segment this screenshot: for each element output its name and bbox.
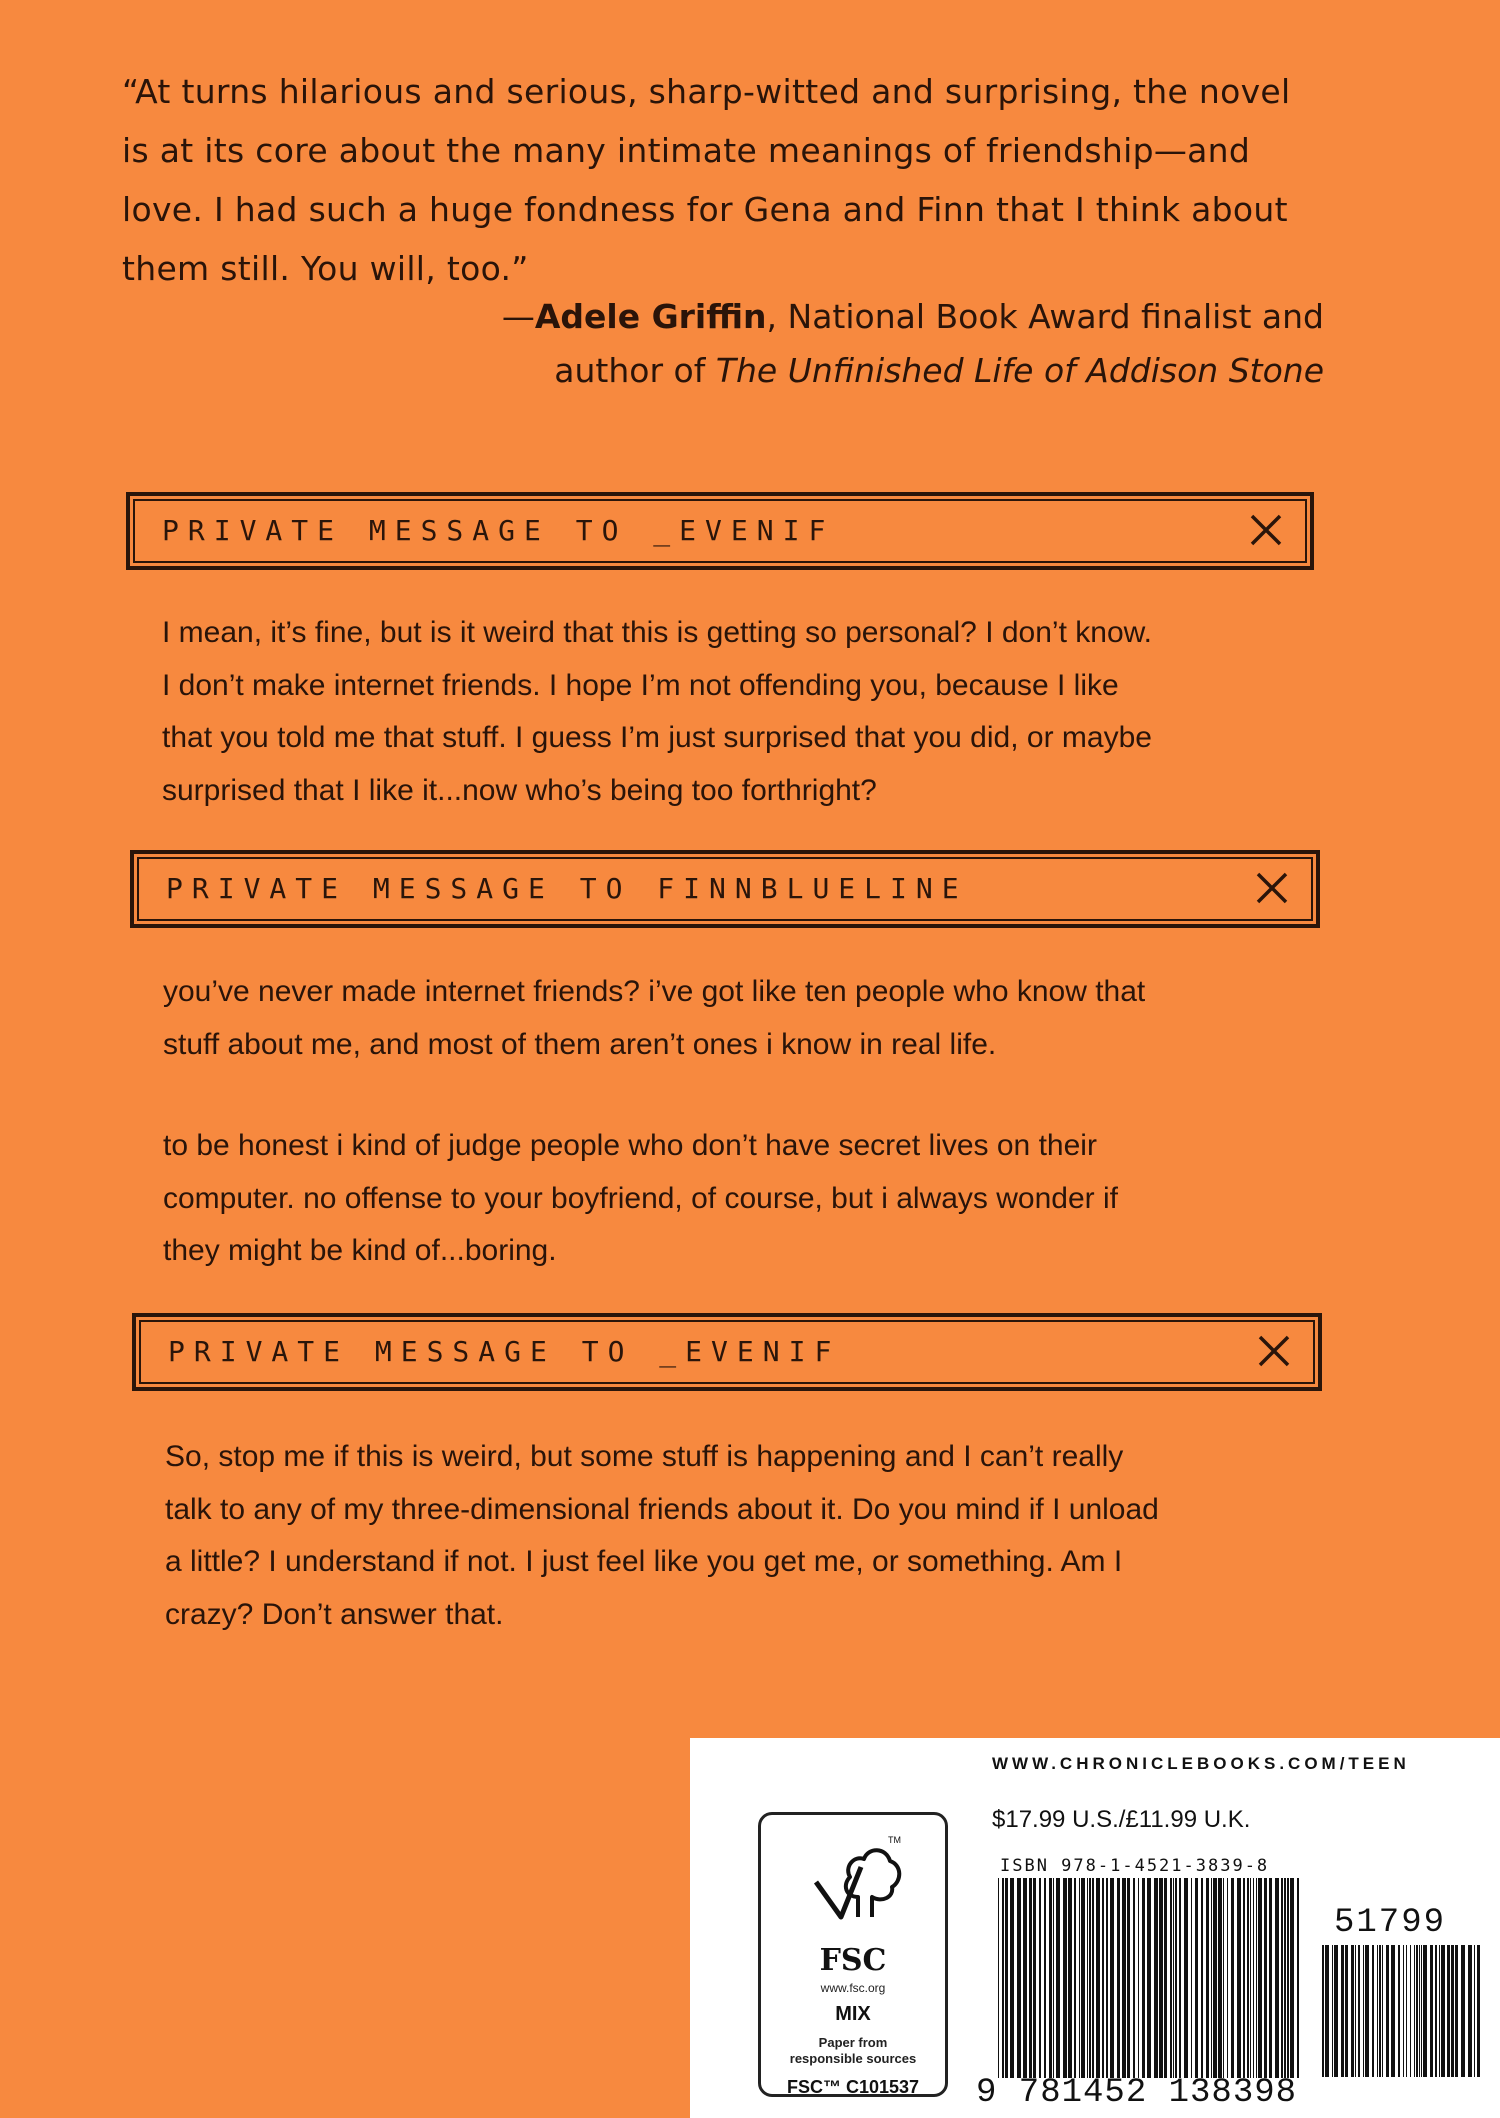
barcode-bar [1355,1945,1356,2077]
attribution-author: Adele Griffin [534,297,767,336]
barcode-bar [1096,1878,1100,2078]
barcode-bar [1089,1878,1091,2078]
private-message-header-label: PRIVATE MESSAGE TO _EVENIF [162,514,835,547]
message-body [165,1431,1325,1641]
barcode-bar [1334,1945,1338,2077]
barcode-bar [1142,1878,1145,2078]
barcode-bar [1455,1945,1458,2077]
price-label: $17.99 U.S./£11.99 U.K. [992,1806,1251,1833]
blurb-quote [122,62,1332,298]
barcode-bar [1023,1878,1027,2078]
barcode-bar [1332,1945,1333,2077]
svg-text:TM: TM [888,1835,901,1845]
barcode-bar [1147,1878,1151,2078]
barcode-bar [1033,1878,1036,2078]
barcode-bar [1122,1878,1126,2078]
barcode-bar [1243,1878,1245,2078]
barcode-bar [1403,1945,1404,2077]
barcode-bar [1138,1878,1139,2078]
barcode-bar [1223,1878,1224,2078]
barcode-bar [1017,1878,1021,2078]
barcode-bar [1447,1945,1450,2077]
barcode-bar [1358,1945,1360,2077]
barcode-bar [998,1878,999,2078]
barcode-bar [1053,1878,1054,2078]
barcode-bar [1423,1945,1427,2077]
barcode-bar [1218,1878,1222,2078]
close-x-icon[interactable] [1246,510,1286,550]
barcode-bar [1195,1878,1198,2078]
barcode-bar [1211,1878,1212,2078]
price-addon-number: 51799 [1334,1904,1447,1942]
message-line: surprised that I like it...now who’s being too forthright? [162,773,877,807]
blurb-attribution [424,290,1324,398]
barcode-bar [1287,1878,1289,2078]
private-message-header [132,1313,1322,1391]
private-message-header-label: PRIVATE MESSAGE TO _EVENIF [168,1335,841,1368]
message-line: talk to any of my three-dimensional friends about it. Do you mind if I unload [165,1492,1159,1526]
barcode-bar [1005,1878,1008,2078]
barcode-bar [1269,1878,1272,2078]
blurb-line: love. I had such a huge fondness for Gena and Finn that I think about [122,190,1288,229]
private-message-header [126,492,1314,570]
barcode-bar [1164,1878,1167,2078]
barcode-bar [1391,1945,1395,2077]
private-message-header [130,850,1320,928]
barcode-bar [1345,1945,1348,2077]
attribution-dash: — [501,297,535,336]
barcode-bar [1416,1945,1418,2077]
attribution-book-title: The Unfinished Life of Addison Stone [715,351,1324,390]
barcode-bar [1398,1945,1400,2077]
close-x-icon[interactable] [1252,868,1292,908]
barcode-bar [1087,1878,1088,2078]
message-line: I don’t make internet friends. I hope I’m not offending you, because I like [162,668,1119,702]
message-line: computer. no offense to your boyfriend, of course, but i always wonder if [163,1181,1118,1215]
barcode-bar [1201,1878,1203,2078]
barcode-bar [1247,1878,1249,2078]
barcode-bar [1206,1878,1209,2078]
barcode-bar [1284,1878,1286,2078]
barcode-bar [1039,1878,1041,2078]
blurb-line: is at its core about the many intimate meanings of friendship—and [122,131,1251,170]
barcode-bar [1231,1878,1234,2078]
barcode-bar [1264,1878,1267,2078]
barcode-bar [1325,1945,1329,2077]
barcode-bar [1372,1945,1374,2077]
barcode-bar [1379,1945,1381,2077]
fsc-tree-icon [806,1827,906,1937]
barcode-bar [1081,1878,1085,2078]
message-body [162,607,1322,817]
barcode-bar [1363,1945,1364,2077]
barcode-bar [1110,1878,1114,2078]
barcode-bar [1175,1878,1177,2078]
fsc-url: www.fsc.org [820,1981,886,1995]
barcode-bar [1256,1878,1257,2078]
barcode-bar [1010,1878,1014,2078]
barcode-bar [1414,1945,1415,2077]
barcode-bar [1461,1945,1465,2077]
fsc-certification-box [758,1812,948,2097]
blurb-line: them still. You will, too.” [122,249,529,288]
barcode-bar [1386,1945,1389,2077]
barcode-bar [1029,1878,1032,2078]
barcode-bar [1074,1878,1076,2078]
barcode-bar [1179,1878,1181,2078]
barcode-bar [1213,1878,1217,2078]
message-line: So, stop me if this is weird, but some stuff is happening and I can’t really [165,1440,1124,1473]
barcode-bar [1253,1878,1254,2078]
close-x-icon[interactable] [1254,1331,1294,1371]
barcode-bar [1133,1878,1135,2078]
barcode-bar [1441,1945,1445,2077]
private-message-header-label: PRIVATE MESSAGE TO FINNBLUELINE [166,872,968,905]
barcode-bar [1421,1945,1422,2077]
barcode-bar [1382,1945,1383,2077]
barcode-bar [1419,1945,1420,2077]
barcode-bar [1044,1878,1046,2078]
barcode-bar [1477,1945,1480,2077]
message-body [163,1120,1323,1278]
barcode-bar [1406,1945,1407,2077]
blurb-line: “At turns hilarious and serious, sharp-witted and surprising, the novel [122,72,1291,111]
isbn-barcode [996,1878,1302,2078]
barcode-bar [1184,1878,1188,2078]
barcode-bar [1468,1945,1472,2077]
barcode-bar [1191,1878,1192,2078]
barcode-bar [1341,1945,1344,2077]
attribution-credential: , National Book Award finalist and [766,297,1324,336]
message-body [163,966,1323,1071]
barcode-bar [1170,1878,1172,2078]
barcode-bar [1297,1878,1299,2078]
barcode-bar [1102,1878,1104,2078]
message-line: a little? I understand if not. I just feel like you get me, or something. Am I [165,1545,1123,1578]
barcode-bar [1351,1945,1354,2077]
barcode-bar [1281,1878,1283,2078]
message-line: they might be kind of...boring. [163,1234,557,1267]
barcode-bar [1474,1945,1475,2077]
barcode-bar [1250,1878,1251,2078]
barcode-number: 9 781452 138398 [976,2074,1298,2112]
barcode-bar [1079,1878,1080,2078]
barcode-bar [1435,1945,1437,2077]
barcode-bar [1154,1878,1158,2078]
barcode-bar [1068,1878,1072,2078]
fsc-name: FSC [819,1943,887,1978]
publisher-url[interactable]: WWW.CHRONICLEBOOKS.COM/TEEN [992,1754,1410,1773]
message-line: stuff about me, and most of them aren’t ones i know in real life. [163,1027,997,1061]
barcode-bar [1439,1945,1440,2077]
barcode-bar [1275,1878,1279,2078]
barcode-bar [1127,1878,1130,2078]
fsc-license-code: FSC™ C101537 [786,2077,920,2097]
barcode-bar [1159,1878,1163,2078]
barcode-bar [1258,1878,1262,2078]
barcode-bar [1173,1878,1174,2078]
barcode-bar [1106,1878,1108,2078]
barcode-bar [1237,1878,1241,2078]
fsc-mix: MIX [835,2003,871,2025]
isbn-label: ISBN 978-1-4521-3839-8 [1000,1856,1270,1876]
price-addon-barcode [1320,1945,1482,2077]
attribution-author-of: author of [554,351,716,390]
barcode-bar [1290,1878,1294,2078]
barcode-bar [1430,1945,1433,2077]
barcode-bar [1002,1878,1004,2078]
message-line: to be honest i kind of judge people who don’t have secret lives on their [163,1129,1097,1162]
barcode-bar [1322,1945,1324,2077]
barcode-bar [1049,1878,1052,2078]
barcode-bar [1451,1945,1454,2077]
barcode-bar [1056,1878,1060,2078]
message-line: I mean, it’s fine, but is it weird that this is getting so personal? I don’t know. [162,616,1152,649]
barcode-bar [1410,1945,1411,2077]
fsc-paper-text: Paper from responsible sources [789,2035,917,2066]
barcode-bar [1063,1878,1067,2078]
barcode-bar [1227,1878,1228,2078]
barcode-bar [1365,1945,1369,2077]
barcode-bar [1092,1878,1094,2078]
message-line: crazy? Don’t answer that. [165,1597,504,1631]
barcode-bar [1117,1878,1120,2078]
message-line: you’ve never made internet friends? i’ve got like ten people who know that [163,975,1146,1008]
message-line: that you told me that stuff. I guess I’m just surprised that you did, or maybe [162,721,1152,754]
barcode-bar [1377,1945,1378,2077]
